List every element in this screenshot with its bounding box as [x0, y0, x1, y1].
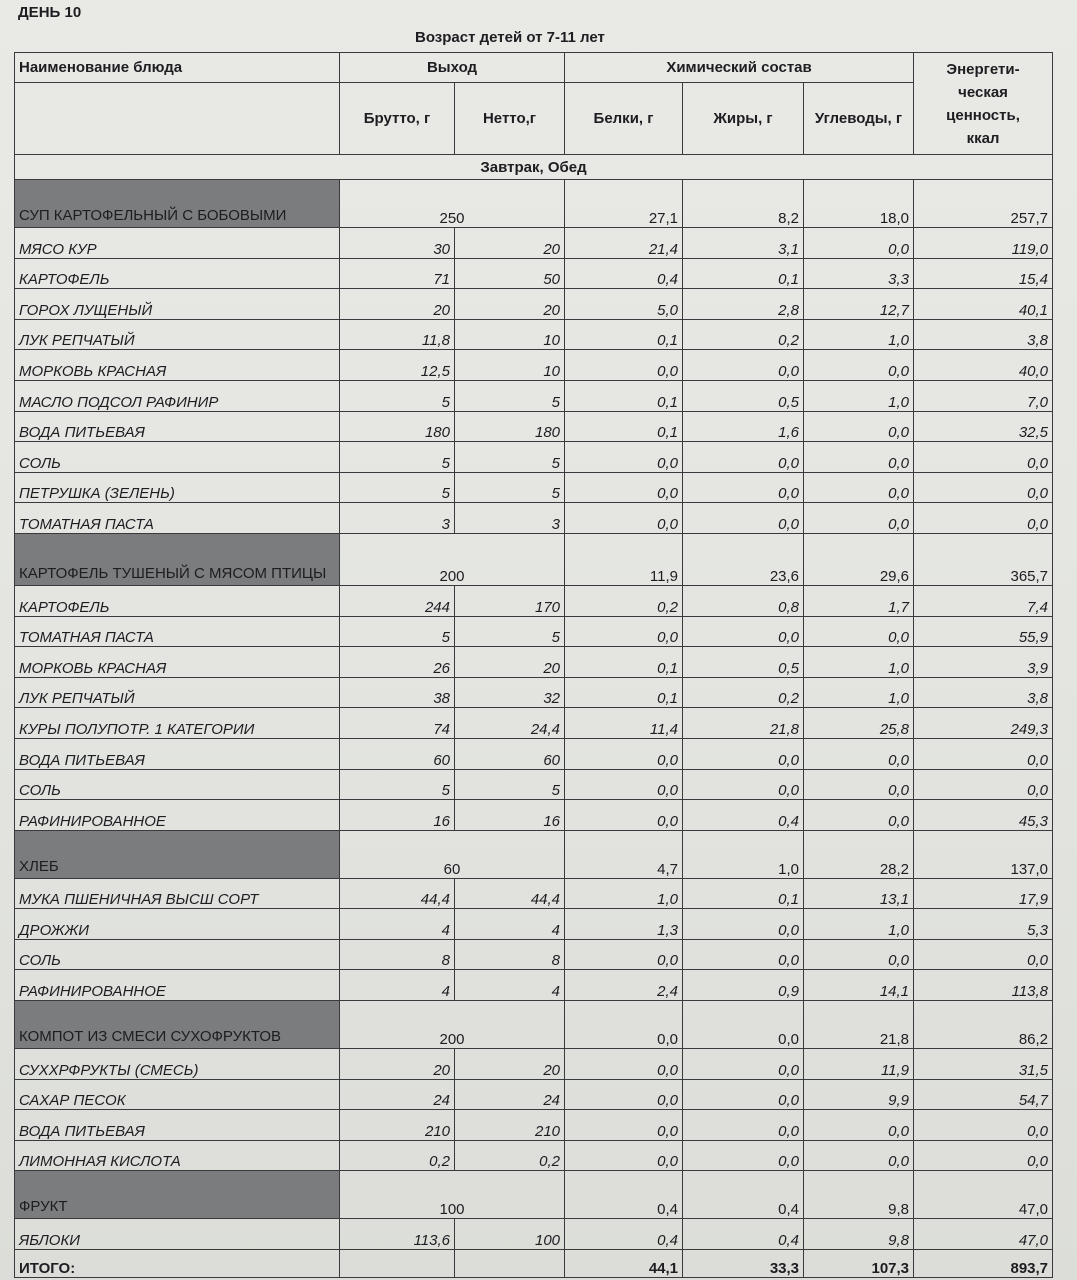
ingredient-name: МОРКОВЬ КРАСНАЯ: [15, 350, 340, 381]
net-weight: 24: [455, 1079, 565, 1110]
fat-value: 3,1: [683, 228, 804, 259]
carbs-value: 3,3: [804, 258, 914, 289]
gross-weight: 3: [340, 503, 455, 534]
ingredient-row: [15, 708, 1053, 739]
ingredient-name: ЛИМОННАЯ КИСЛОТА: [15, 1140, 340, 1171]
total-row: [15, 1250, 1053, 1278]
fat-value: 0,4: [683, 1219, 804, 1250]
net-weight: 5: [455, 616, 565, 647]
energy-value: 257,7: [914, 180, 1053, 228]
gross-weight: 5: [340, 442, 455, 473]
ingredient-name: МАСЛО ПОДСОЛ РАФИНИР: [15, 380, 340, 411]
fat-value: 0,2: [683, 319, 804, 350]
fat-value: 0,0: [683, 909, 804, 940]
protein-value: 11,9: [565, 533, 683, 585]
energy-header-line-1: Энергети-: [946, 60, 1020, 78]
protein-value: 0,0: [565, 1001, 683, 1049]
gross-weight: 8: [340, 939, 455, 970]
fat-value: 0,0: [683, 503, 804, 534]
carbs-value: 9,8: [804, 1219, 914, 1250]
ingredient-row: [15, 647, 1053, 678]
energy-header-line-4: ккал: [966, 129, 1000, 147]
fat-value: 0,0: [683, 1049, 804, 1080]
gross-weight: 5: [340, 472, 455, 503]
fat-value: 0,4: [683, 1171, 804, 1219]
protein-value: 1,3: [565, 909, 683, 940]
gross-weight: 0,2: [340, 1140, 455, 1171]
col-name-header: Наименование блюда: [15, 53, 340, 83]
protein-value: 0,0: [565, 1049, 683, 1080]
total-energy: 893,7: [914, 1250, 1053, 1278]
net-weight: 60: [455, 738, 565, 769]
dish-row: [15, 830, 1053, 878]
carbs-value: 9,8: [804, 1171, 914, 1219]
fat-value: 8,2: [683, 180, 804, 228]
ingredient-name: СУХХРФРУКТЫ (СМЕСЬ): [15, 1049, 340, 1080]
dish-name: ХЛЕБ: [15, 830, 340, 878]
carbs-value: 0,0: [804, 616, 914, 647]
header-row-1: [15, 53, 1053, 83]
energy-value: 55,9: [914, 616, 1053, 647]
gross-weight: 12,5: [340, 350, 455, 381]
energy-value: 0,0: [914, 1110, 1053, 1141]
carbs-value: 1,0: [804, 647, 914, 678]
ingredient-name: КАРТОФЕЛЬ: [15, 585, 340, 616]
gross-weight: 60: [340, 738, 455, 769]
age-title: Возраст детей от 7-11 лет: [415, 29, 605, 46]
gross-weight: 26: [340, 647, 455, 678]
protein-value: 0,2: [565, 585, 683, 616]
energy-value: 0,0: [914, 769, 1053, 800]
total-protein: 44,1: [565, 1250, 683, 1278]
protein-value: 0,0: [565, 1110, 683, 1141]
fat-value: 0,0: [683, 738, 804, 769]
ingredient-name: ВОДА ПИТЬЕВАЯ: [15, 1110, 340, 1141]
carbs-value: 0,0: [804, 1110, 914, 1141]
total-carbs: 107,3: [804, 1250, 914, 1278]
energy-value: 47,0: [914, 1171, 1053, 1219]
ingredient-row: [15, 878, 1053, 909]
fat-value: 2,8: [683, 289, 804, 320]
net-weight: 32: [455, 677, 565, 708]
ingredient-row: [15, 585, 1053, 616]
total-net-blank: [455, 1250, 565, 1278]
protein-value: 0,0: [565, 769, 683, 800]
col-gross-header: Брутто, г: [340, 83, 455, 155]
ingredient-name: СОЛЬ: [15, 442, 340, 473]
col-chem-header: Химический состав: [565, 53, 914, 83]
ingredient-name: КАРТОФЕЛЬ: [15, 258, 340, 289]
energy-value: 86,2: [914, 1001, 1053, 1049]
dish-row: [15, 1001, 1053, 1049]
ingredient-row: [15, 1049, 1053, 1080]
ingredient-row: [15, 411, 1053, 442]
ingredient-name: ГОРОХ ЛУЩЕНЫЙ: [15, 289, 340, 320]
energy-value: 249,3: [914, 708, 1053, 739]
gross-weight: 20: [340, 289, 455, 320]
energy-value: 113,8: [914, 970, 1053, 1001]
gross-weight: 74: [340, 708, 455, 739]
energy-value: 0,0: [914, 939, 1053, 970]
col-energy-header: [914, 53, 1053, 155]
ingredient-row: [15, 258, 1053, 289]
meal-row: [15, 155, 1053, 180]
col-name-header-blank: [15, 83, 340, 155]
carbs-value: 28,2: [804, 830, 914, 878]
energy-value: 3,8: [914, 677, 1053, 708]
fat-value: 0,0: [683, 472, 804, 503]
ingredient-row: [15, 970, 1053, 1001]
fat-value: 1,6: [683, 411, 804, 442]
carbs-value: 0,0: [804, 411, 914, 442]
carbs-value: 11,9: [804, 1049, 914, 1080]
fat-value: 0,0: [683, 769, 804, 800]
protein-value: 1,0: [565, 878, 683, 909]
ingredient-row: [15, 442, 1053, 473]
protein-value: 0,1: [565, 677, 683, 708]
gross-weight: 71: [340, 258, 455, 289]
carbs-value: 1,0: [804, 380, 914, 411]
energy-value: 0,0: [914, 503, 1053, 534]
energy-value: 0,0: [914, 442, 1053, 473]
energy-value: 15,4: [914, 258, 1053, 289]
energy-value: 0,0: [914, 472, 1053, 503]
energy-header-line-3: ценность,: [946, 106, 1020, 124]
fat-value: 0,0: [683, 616, 804, 647]
carbs-value: 25,8: [804, 708, 914, 739]
fat-value: 0,0: [683, 1110, 804, 1141]
net-weight: 24,4: [455, 708, 565, 739]
fat-value: 0,0: [683, 939, 804, 970]
net-weight: 20: [455, 1049, 565, 1080]
fat-value: 0,8: [683, 585, 804, 616]
net-weight: 20: [455, 289, 565, 320]
ingredient-name: МЯСО КУР: [15, 228, 340, 259]
ingredient-name: ТОМАТНАЯ ПАСТА: [15, 616, 340, 647]
protein-value: 0,0: [565, 616, 683, 647]
ingredient-row: [15, 503, 1053, 534]
fat-value: 0,5: [683, 647, 804, 678]
gross-weight: 20: [340, 1049, 455, 1080]
ingredient-row: [15, 909, 1053, 940]
ingredient-row: [15, 939, 1053, 970]
ingredient-row: [15, 319, 1053, 350]
protein-value: 0,0: [565, 350, 683, 381]
carbs-value: 29,6: [804, 533, 914, 585]
fat-value: 0,5: [683, 380, 804, 411]
protein-value: 5,0: [565, 289, 683, 320]
gross-weight: 5: [340, 380, 455, 411]
carbs-value: 1,0: [804, 677, 914, 708]
gross-weight: 244: [340, 585, 455, 616]
ingredient-row: [15, 1219, 1053, 1250]
fat-value: 0,0: [683, 1140, 804, 1171]
protein-value: 0,4: [565, 1171, 683, 1219]
ingredient-name: ПЕТРУШКА (ЗЕЛЕНЬ): [15, 472, 340, 503]
net-weight: 20: [455, 647, 565, 678]
fat-value: 0,0: [683, 1079, 804, 1110]
net-weight: 8: [455, 939, 565, 970]
net-weight: 3: [455, 503, 565, 534]
carbs-value: 0,0: [804, 228, 914, 259]
protein-value: 0,4: [565, 258, 683, 289]
fat-value: 0,4: [683, 800, 804, 831]
net-weight: 180: [455, 411, 565, 442]
energy-value: 7,0: [914, 380, 1053, 411]
fat-value: 1,0: [683, 830, 804, 878]
col-net-header: Нетто,г: [455, 83, 565, 155]
fat-value: 0,9: [683, 970, 804, 1001]
gross-weight: 16: [340, 800, 455, 831]
energy-value: 0,0: [914, 738, 1053, 769]
ingredient-row: [15, 800, 1053, 831]
gross-weight: 38: [340, 677, 455, 708]
ingredient-row: [15, 289, 1053, 320]
dish-name: ФРУКТ: [15, 1171, 340, 1219]
protein-value: 0,1: [565, 411, 683, 442]
fat-value: 0,1: [683, 878, 804, 909]
ingredient-row: [15, 1110, 1053, 1141]
protein-value: 0,0: [565, 939, 683, 970]
dish-name: КАРТОФЕЛЬ ТУШЕНЫЙ С МЯСОМ ПТИЦЫ: [15, 533, 340, 585]
energy-value: 137,0: [914, 830, 1053, 878]
ingredient-row: [15, 1079, 1053, 1110]
protein-value: 0,1: [565, 319, 683, 350]
carbs-value: 0,0: [804, 738, 914, 769]
gross-weight: 180: [340, 411, 455, 442]
net-weight: 0,2: [455, 1140, 565, 1171]
carbs-value: 0,0: [804, 939, 914, 970]
ingredient-name: РАФИНИРОВАННОЕ: [15, 970, 340, 1001]
energy-value: 54,7: [914, 1079, 1053, 1110]
dish-name: КОМПОТ ИЗ СМЕСИ СУХОФРУКТОВ: [15, 1001, 340, 1049]
day-title: ДЕНЬ 10: [18, 4, 82, 21]
dish-yield: 60: [340, 830, 565, 878]
carbs-value: 1,7: [804, 585, 914, 616]
total-label: ИТОГО:: [15, 1250, 340, 1278]
ingredient-name: СОЛЬ: [15, 939, 340, 970]
ingredient-row: [15, 1140, 1053, 1171]
net-weight: 10: [455, 319, 565, 350]
protein-value: 0,0: [565, 472, 683, 503]
ingredient-name: ВОДА ПИТЬЕВАЯ: [15, 738, 340, 769]
net-weight: 44,4: [455, 878, 565, 909]
col-protein-header: Белки, г: [565, 83, 683, 155]
energy-value: 40,0: [914, 350, 1053, 381]
net-weight: 210: [455, 1110, 565, 1141]
protein-value: 0,0: [565, 503, 683, 534]
fat-value: 0,1: [683, 258, 804, 289]
net-weight: 50: [455, 258, 565, 289]
protein-value: 27,1: [565, 180, 683, 228]
net-weight: 5: [455, 472, 565, 503]
ingredient-name: КУРЫ ПОЛУПОТР. 1 КАТЕГОРИИ: [15, 708, 340, 739]
dish-row: [15, 533, 1053, 585]
ingredient-row: [15, 228, 1053, 259]
ingredient-row: [15, 350, 1053, 381]
col-fat-header: Жиры, г: [683, 83, 804, 155]
net-weight: 5: [455, 442, 565, 473]
ingredient-name: ЛУК РЕПЧАТЫЙ: [15, 319, 340, 350]
gross-weight: 4: [340, 909, 455, 940]
nutrition-table: [14, 52, 1053, 1278]
protein-value: 0,0: [565, 442, 683, 473]
energy-value: 0,0: [914, 1140, 1053, 1171]
ingredient-name: МУКА ПШЕНИЧНАЯ ВЫСШ СОРТ: [15, 878, 340, 909]
dish-yield: 250: [340, 180, 565, 228]
protein-value: 0,1: [565, 647, 683, 678]
carbs-value: 1,0: [804, 909, 914, 940]
protein-value: 0,0: [565, 738, 683, 769]
ingredient-row: [15, 616, 1053, 647]
energy-value: 119,0: [914, 228, 1053, 259]
ingredient-name: САХАР ПЕСОК: [15, 1079, 340, 1110]
protein-value: 0,0: [565, 1140, 683, 1171]
total-gross-blank: [340, 1250, 455, 1278]
carbs-value: 0,0: [804, 503, 914, 534]
ingredient-row: [15, 769, 1053, 800]
ingredient-row: [15, 380, 1053, 411]
energy-value: 47,0: [914, 1219, 1053, 1250]
net-weight: 4: [455, 970, 565, 1001]
gross-weight: 24: [340, 1079, 455, 1110]
fat-value: 23,6: [683, 533, 804, 585]
dish-yield: 200: [340, 1001, 565, 1049]
fat-value: 0,0: [683, 350, 804, 381]
protein-value: 0,0: [565, 1079, 683, 1110]
net-weight: 100: [455, 1219, 565, 1250]
table-body: [15, 53, 1053, 1278]
protein-value: 2,4: [565, 970, 683, 1001]
gross-weight: 113,6: [340, 1219, 455, 1250]
fat-value: 21,8: [683, 708, 804, 739]
net-weight: 4: [455, 909, 565, 940]
energy-header-line-2: ческая: [958, 83, 1008, 101]
energy-value: 45,3: [914, 800, 1053, 831]
ingredient-name: ДРОЖЖИ: [15, 909, 340, 940]
col-carbs-header: Углеводы, г: [804, 83, 914, 155]
net-weight: 5: [455, 380, 565, 411]
net-weight: 16: [455, 800, 565, 831]
carbs-value: 0,0: [804, 1140, 914, 1171]
dish-row: [15, 180, 1053, 228]
ingredient-name: ТОМАТНАЯ ПАСТА: [15, 503, 340, 534]
fat-value: 0,0: [683, 1001, 804, 1049]
ingredient-name: ЯБЛОКИ: [15, 1219, 340, 1250]
gross-weight: 4: [340, 970, 455, 1001]
ingredient-name: РАФИНИРОВАННОЕ: [15, 800, 340, 831]
carbs-value: 13,1: [804, 878, 914, 909]
energy-value: 7,4: [914, 585, 1053, 616]
gross-weight: 44,4: [340, 878, 455, 909]
carbs-value: 0,0: [804, 442, 914, 473]
gross-weight: 5: [340, 616, 455, 647]
protein-value: 0,4: [565, 1219, 683, 1250]
carbs-value: 0,0: [804, 800, 914, 831]
carbs-value: 0,0: [804, 472, 914, 503]
dish-yield: 200: [340, 533, 565, 585]
net-weight: 20: [455, 228, 565, 259]
energy-value: 5,3: [914, 909, 1053, 940]
net-weight: 170: [455, 585, 565, 616]
carbs-value: 9,9: [804, 1079, 914, 1110]
fat-value: 0,2: [683, 677, 804, 708]
carbs-value: 21,8: [804, 1001, 914, 1049]
net-weight: 10: [455, 350, 565, 381]
dish-name: СУП КАРТОФЕЛЬНЫЙ С БОБОВЫМИ: [15, 180, 340, 228]
energy-value: 17,9: [914, 878, 1053, 909]
gross-weight: 5: [340, 769, 455, 800]
ingredient-name: СОЛЬ: [15, 769, 340, 800]
energy-value: 365,7: [914, 533, 1053, 585]
dish-yield: 100: [340, 1171, 565, 1219]
col-output-header: Выход: [340, 53, 565, 83]
protein-value: 11,4: [565, 708, 683, 739]
carbs-value: 1,0: [804, 319, 914, 350]
gross-weight: 30: [340, 228, 455, 259]
gross-weight: 210: [340, 1110, 455, 1141]
carbs-value: 18,0: [804, 180, 914, 228]
net-weight: 5: [455, 769, 565, 800]
dish-row: [15, 1171, 1053, 1219]
ingredient-row: [15, 677, 1053, 708]
energy-value: 3,8: [914, 319, 1053, 350]
meal-label: Завтрак, Обед: [15, 155, 1053, 180]
fat-value: 0,0: [683, 442, 804, 473]
ingredient-name: ЛУК РЕПЧАТЫЙ: [15, 677, 340, 708]
gross-weight: 11,8: [340, 319, 455, 350]
total-fat: 33,3: [683, 1250, 804, 1278]
protein-value: 0,0: [565, 800, 683, 831]
energy-value: 31,5: [914, 1049, 1053, 1080]
carbs-value: 0,0: [804, 769, 914, 800]
carbs-value: 0,0: [804, 350, 914, 381]
protein-value: 0,1: [565, 380, 683, 411]
header-row-2: [15, 83, 1053, 155]
carbs-value: 12,7: [804, 289, 914, 320]
energy-value: 40,1: [914, 289, 1053, 320]
ingredient-row: [15, 738, 1053, 769]
ingredient-row: [15, 472, 1053, 503]
protein-value: 4,7: [565, 830, 683, 878]
energy-value: 3,9: [914, 647, 1053, 678]
ingredient-name: ВОДА ПИТЬЕВАЯ: [15, 411, 340, 442]
carbs-value: 14,1: [804, 970, 914, 1001]
ingredient-name: МОРКОВЬ КРАСНАЯ: [15, 647, 340, 678]
protein-value: 21,4: [565, 228, 683, 259]
energy-value: 32,5: [914, 411, 1053, 442]
